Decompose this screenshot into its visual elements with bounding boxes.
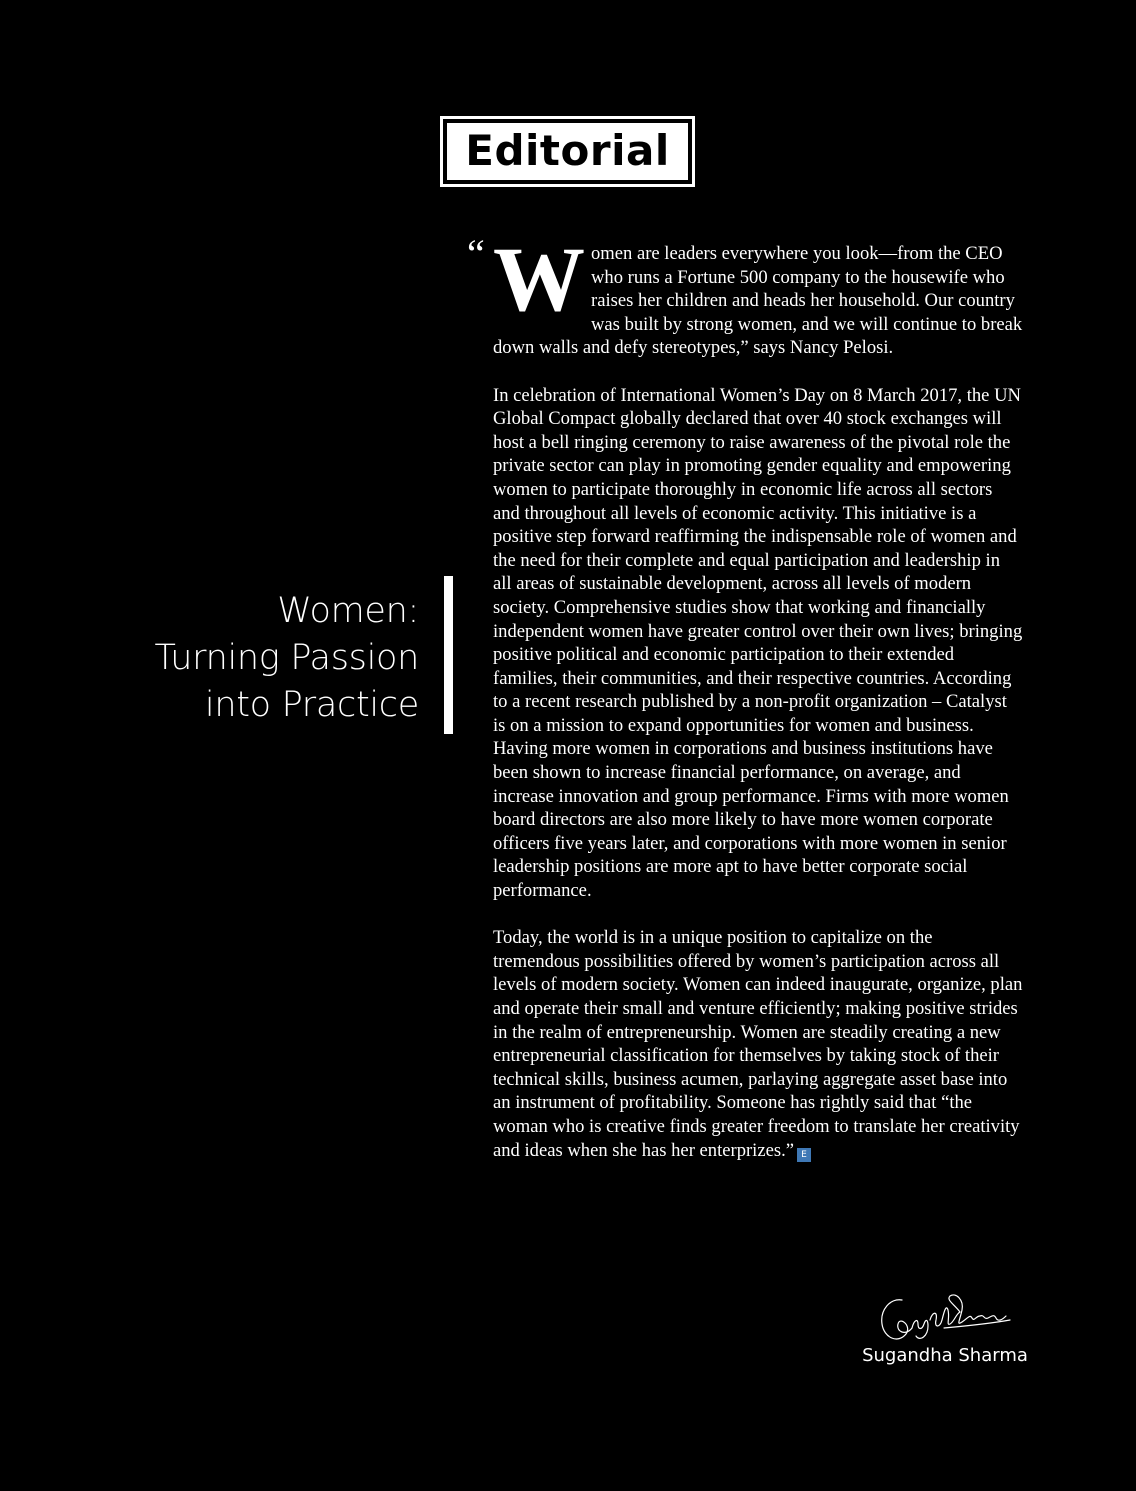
opening-quote-mark: “ [467, 231, 485, 276]
paragraph-1-text: omen are leaders everywhere you look—from the CEO who runs a Fortune 500 company to the housewife who raises her children and heads her household. Our country was built by strong women, and we will continue to break down walls and defy stereotypes,” says Nancy Pelosi. [493, 243, 1023, 359]
headline-line-1: Women: [277, 591, 419, 631]
paragraph-1 [493, 228, 1023, 360]
headline-line-3: into Practice [204, 685, 419, 725]
masthead-frame [440, 116, 695, 187]
drop-cap: W [493, 228, 585, 330]
headline-divider [444, 576, 453, 734]
paragraph-3-text: Today, the world is in a unique position to capitalize on the tremendous possibilities offered by women’s participation across all levels of modern society. Women can indeed inaugurate, organize, plan and operate their small and venture efficiently; making positive strides in the realm of entrepreneurship. Women are steadily creating a new entrepreneurial classification for themselves by taking stock of their technical skills, business acumen, parlaying aggregate asset base into an instrument of profitability. Someone has rightly said that “the woman who is creative finds greater freedom to translate her creativity and ideas when she has her enterprizes.” [493, 927, 1023, 1161]
headline-line-2: Turning Passion [154, 638, 419, 678]
masthead-title: Editorial [465, 125, 670, 175]
article-headline [89, 588, 419, 729]
paragraph-2: In celebration of International Women’s Day on 8 March 2017, the UN Global Compact globally declared that over 40 stock exchanges will host a bell ringing ceremony to raise awareness of the pivotal role the private sector can play in promoting gender equality and empowering women to participate thoroughly in economic life across all sectors and throughout all levels of economic activity. This initiative is a positive step forward reaffirming the indispensable role of women and the need for their complete and equal participation and leadership in all areas of sustainable development, across all levels of modern society. Comprehensive studies show that working and financially independent women have greater control over their own lives; bringing positive political and economic participation to their extended families, their communities, and their respective countries. According to a recent research published by a non-profit organization – Catalyst is on a mission to expand opportunities for women and business. Having more women in corporations and business institutions have been shown to increase financial performance, on average, and increase innovation and group performance. Firms with more women board directors are also more likely to have more women corporate officers five years later, and corporations with more women in senior leadership positions are more apt to have better corporate social performance. [493, 384, 1023, 902]
article-body [467, 228, 1023, 1186]
author-name: Sugandha Sharma [862, 1345, 1028, 1366]
end-mark-icon: E [797, 1148, 811, 1162]
signature-image [876, 1290, 1016, 1346]
masthead-box [447, 123, 688, 180]
paragraph-3 [493, 926, 1023, 1162]
